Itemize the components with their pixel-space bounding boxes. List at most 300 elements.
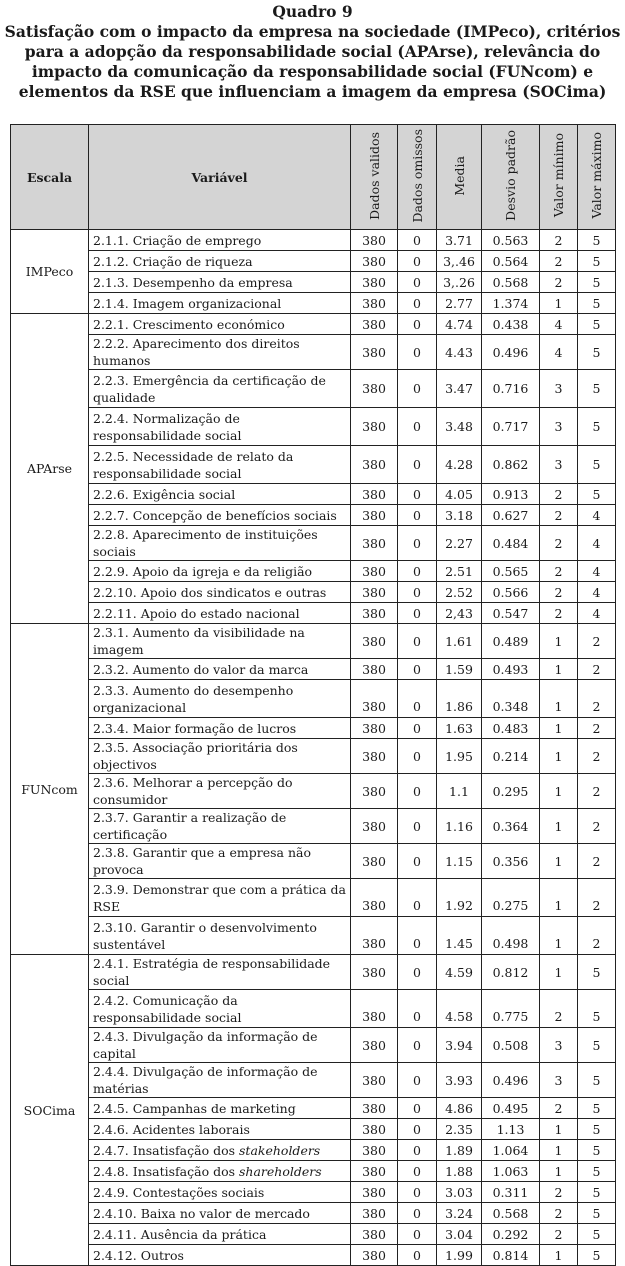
value-cell-media: 4.28	[437, 446, 482, 484]
value-cell-media: 3.47	[437, 370, 482, 408]
variable-cell	[89, 955, 351, 990]
value-cell-min: 2	[540, 272, 578, 293]
value-cell-media: 1.92	[437, 879, 482, 917]
value-cell-validos: 380	[351, 659, 398, 680]
variable-label: 2.2.6. Exigência social	[93, 486, 236, 502]
variable-label: 2.4.7. Insatisfação dos	[93, 1142, 239, 1158]
value-cell-min: 1	[540, 1119, 578, 1140]
value-cell-max: 2	[578, 739, 616, 774]
value-cell-media: 1.16	[437, 809, 482, 844]
value-cell-min: 2	[540, 1098, 578, 1119]
value-cell-media: 3.48	[437, 408, 482, 446]
value-cell-desvio: 0.812	[482, 955, 540, 990]
value-cell-max: 5	[578, 484, 616, 505]
value-cell-min: 1	[540, 809, 578, 844]
value-cell-desvio: 1.374	[482, 293, 540, 314]
table-row	[11, 314, 616, 335]
variable-label: 2.4.11. Ausência da prática	[93, 1226, 267, 1242]
value-cell-max: 5	[578, 251, 616, 272]
value-cell-max: 4	[578, 582, 616, 603]
value-cell-omissos: 0	[398, 1119, 437, 1140]
value-cell-min: 4	[540, 314, 578, 335]
value-cell-validos: 380	[351, 408, 398, 446]
value-cell-min: 3	[540, 1063, 578, 1098]
variable-cell	[89, 718, 351, 739]
variable-cell	[89, 314, 351, 335]
value-cell-max: 5	[578, 408, 616, 446]
value-cell-omissos: 0	[398, 484, 437, 505]
value-cell-desvio: 0.489	[482, 624, 540, 659]
value-cell-validos: 380	[351, 293, 398, 314]
value-cell-max: 2	[578, 917, 616, 955]
variable-label: 2.1.3. Desempenho da empresa	[93, 274, 293, 290]
value-cell-max: 5	[578, 314, 616, 335]
value-cell-desvio: 0.295	[482, 774, 540, 809]
value-cell-omissos: 0	[398, 293, 437, 314]
table-row	[11, 408, 616, 446]
table-row	[11, 879, 616, 917]
value-cell-validos: 380	[351, 314, 398, 335]
value-cell-media: 2.35	[437, 1119, 482, 1140]
value-cell-media: 3.03	[437, 1182, 482, 1203]
value-cell-validos: 380	[351, 718, 398, 739]
value-cell-omissos: 0	[398, 561, 437, 582]
value-cell-min: 1	[540, 917, 578, 955]
variable-cell	[89, 774, 351, 809]
value-cell-media: 3,.26	[437, 272, 482, 293]
value-cell-min: 2	[540, 1224, 578, 1245]
table-row	[11, 624, 616, 659]
variable-cell	[89, 484, 351, 505]
value-cell-media: 2,43	[437, 603, 482, 624]
variable-cell	[89, 1182, 351, 1203]
variable-label: 2.3.3. Aumento do desempenho organizacional	[93, 682, 294, 715]
variable-label: 2.4.6. Acidentes laborais	[93, 1121, 250, 1137]
variable-label: 2.2.11. Apoio do estado nacional	[93, 605, 300, 621]
value-cell-max: 2	[578, 718, 616, 739]
value-cell-validos: 380	[351, 879, 398, 917]
value-cell-omissos: 0	[398, 624, 437, 659]
value-cell-omissos: 0	[398, 1182, 437, 1203]
header-media: Media	[437, 125, 482, 230]
table-row	[11, 774, 616, 809]
scale-cell: FUNcom	[11, 624, 89, 955]
variable-label: 2.2.7. Concepção de benefícios sociais	[93, 507, 337, 523]
header-escala: Escala	[11, 125, 89, 230]
value-cell-omissos: 0	[398, 230, 437, 251]
table-row	[11, 990, 616, 1028]
value-cell-omissos: 0	[398, 526, 437, 561]
value-cell-max: 4	[578, 561, 616, 582]
value-cell-min: 1	[540, 293, 578, 314]
value-cell-min: 1	[540, 718, 578, 739]
variable-label: 2.3.8. Garantir que a empresa não provoca	[93, 845, 311, 877]
table-row	[11, 917, 616, 955]
value-cell-omissos: 0	[398, 408, 437, 446]
value-cell-desvio: 0.566	[482, 582, 540, 603]
value-cell-max: 2	[578, 844, 616, 879]
value-cell-max: 5	[578, 1203, 616, 1224]
value-cell-media: 1.95	[437, 739, 482, 774]
value-cell-validos: 380	[351, 1161, 398, 1182]
variable-cell	[89, 1203, 351, 1224]
value-cell-desvio: 1.063	[482, 1161, 540, 1182]
value-cell-desvio: 0.348	[482, 680, 540, 718]
table-row	[11, 446, 616, 484]
value-cell-max: 5	[578, 990, 616, 1028]
variable-cell	[89, 408, 351, 446]
variable-cell	[89, 603, 351, 624]
value-cell-omissos: 0	[398, 603, 437, 624]
value-cell-max: 5	[578, 335, 616, 370]
table-row	[11, 680, 616, 718]
variable-cell	[89, 526, 351, 561]
value-cell-media: 2.27	[437, 526, 482, 561]
header-omissos: Dados omissos	[398, 125, 437, 230]
value-cell-omissos: 0	[398, 809, 437, 844]
variable-label-italic: stakeholders	[239, 1142, 321, 1158]
value-cell-min: 1	[540, 844, 578, 879]
value-cell-validos: 380	[351, 917, 398, 955]
variable-label: 2.4.1. Estratégia de responsabilidade social	[93, 956, 331, 988]
value-cell-desvio: 0.563	[482, 230, 540, 251]
value-cell-media: 3.24	[437, 1203, 482, 1224]
table-row	[11, 582, 616, 603]
variable-cell	[89, 879, 351, 917]
header-maximo: Valor máximo	[578, 125, 616, 230]
value-cell-min: 4	[540, 335, 578, 370]
value-cell-omissos: 0	[398, 680, 437, 718]
value-cell-max: 5	[578, 370, 616, 408]
value-cell-desvio: 0.814	[482, 1245, 540, 1266]
value-cell-desvio: 1.064	[482, 1140, 540, 1161]
value-cell-validos: 380	[351, 526, 398, 561]
table-row	[11, 1098, 616, 1119]
value-cell-omissos: 0	[398, 1224, 437, 1245]
value-cell-min: 1	[540, 1245, 578, 1266]
scale-cell: APArse	[11, 314, 89, 624]
value-cell-validos: 380	[351, 1063, 398, 1098]
value-cell-max: 5	[578, 1140, 616, 1161]
value-cell-omissos: 0	[398, 505, 437, 526]
value-cell-desvio: 0.565	[482, 561, 540, 582]
value-cell-media: 4.59	[437, 955, 482, 990]
value-cell-media: 1.1	[437, 774, 482, 809]
value-cell-desvio: 0.498	[482, 917, 540, 955]
header-minimo: Valor mínimo	[540, 125, 578, 230]
caption-title: Satisfação com o impacto da empresa na sociedade (IMPeco), critérios para a adopção da responsabilidade social (APArse), relevância do impacto da comunicação da responsabilidade social (FUNcom) e elementos da RSE que influenciam a imagem da empresa (SOCima)	[4, 22, 621, 101]
value-cell-omissos: 0	[398, 879, 437, 917]
value-cell-media: 3.94	[437, 1028, 482, 1063]
value-cell-min: 1	[540, 955, 578, 990]
value-cell-desvio: 0.508	[482, 1028, 540, 1063]
variable-label: 2.3.5. Associação prioritária dos objectivos	[93, 740, 298, 772]
value-cell-media: 2.52	[437, 582, 482, 603]
variable-label: 2.1.4. Imagem organizacional	[93, 295, 282, 311]
value-cell-max: 4	[578, 526, 616, 561]
variable-label: 2.4.8. Insatisfação dos	[93, 1163, 239, 1179]
value-cell-media: 1.45	[437, 917, 482, 955]
value-cell-media: 2.51	[437, 561, 482, 582]
value-cell-desvio: 0.568	[482, 272, 540, 293]
variable-label: 2.2.8. Aparecimento de instituições sociais	[93, 527, 318, 559]
variable-cell	[89, 1063, 351, 1098]
variable-cell	[89, 582, 351, 603]
variable-label: 2.4.2. Comunicação da responsabilidade social	[93, 992, 242, 1025]
value-cell-min: 1	[540, 879, 578, 917]
value-cell-desvio: 0.496	[482, 335, 540, 370]
variable-label: 2.4.10. Baixa no valor de mercado	[93, 1205, 310, 1221]
value-cell-min: 1	[540, 1161, 578, 1182]
value-cell-omissos: 0	[398, 739, 437, 774]
value-cell-omissos: 0	[398, 1203, 437, 1224]
value-cell-media: 1.63	[437, 718, 482, 739]
value-cell-omissos: 0	[398, 446, 437, 484]
value-cell-media: 3.18	[437, 505, 482, 526]
value-cell-max: 2	[578, 624, 616, 659]
value-cell-media: 1.88	[437, 1161, 482, 1182]
value-cell-validos: 380	[351, 561, 398, 582]
header-variavel: Variável	[89, 125, 351, 230]
value-cell-min: 3	[540, 370, 578, 408]
value-cell-desvio: 0.496	[482, 1063, 540, 1098]
variable-cell	[89, 1098, 351, 1119]
value-cell-min: 3	[540, 408, 578, 446]
table-row	[11, 1063, 616, 1098]
table-row	[11, 335, 616, 370]
table-row	[11, 484, 616, 505]
value-cell-min: 2	[540, 251, 578, 272]
value-cell-max: 5	[578, 1028, 616, 1063]
table-row	[11, 293, 616, 314]
variable-cell	[89, 446, 351, 484]
value-cell-max: 5	[578, 1224, 616, 1245]
variable-label: 2.3.9. Demonstrar que com a prática da RSE	[93, 881, 346, 914]
value-cell-desvio: 0.311	[482, 1182, 540, 1203]
value-cell-min: 2	[540, 1203, 578, 1224]
value-cell-media: 1.86	[437, 680, 482, 718]
variable-label: 2.2.3. Emergência da certificação de qualidade	[93, 372, 326, 405]
table-row	[11, 1203, 616, 1224]
table-row	[11, 370, 616, 408]
table-row	[11, 1182, 616, 1203]
variable-label: 2.3.2. Aumento do valor da marca	[93, 661, 309, 677]
table-row	[11, 526, 616, 561]
value-cell-validos: 380	[351, 739, 398, 774]
value-cell-max: 5	[578, 1119, 616, 1140]
variable-label: 2.4.5. Campanhas de marketing	[93, 1100, 296, 1116]
value-cell-min: 1	[540, 624, 578, 659]
value-cell-omissos: 0	[398, 844, 437, 879]
value-cell-validos: 380	[351, 1224, 398, 1245]
value-cell-min: 2	[540, 582, 578, 603]
value-cell-max: 5	[578, 1063, 616, 1098]
value-cell-omissos: 0	[398, 990, 437, 1028]
table-row	[11, 1028, 616, 1063]
value-cell-validos: 380	[351, 680, 398, 718]
value-cell-validos: 380	[351, 230, 398, 251]
statistics-table	[10, 124, 616, 1266]
value-cell-max: 5	[578, 955, 616, 990]
table-row	[11, 272, 616, 293]
variable-cell	[89, 1161, 351, 1182]
scale-cell: SOCima	[11, 955, 89, 1266]
value-cell-max: 5	[578, 1245, 616, 1266]
value-cell-omissos: 0	[398, 370, 437, 408]
value-cell-min: 2	[540, 526, 578, 561]
value-cell-desvio: 0.438	[482, 314, 540, 335]
value-cell-min: 1	[540, 1140, 578, 1161]
value-cell-validos: 380	[351, 624, 398, 659]
variable-label: 2.1.1. Criação de emprego	[93, 232, 262, 248]
variable-cell	[89, 1224, 351, 1245]
table-row	[11, 1119, 616, 1140]
value-cell-omissos: 0	[398, 582, 437, 603]
value-cell-desvio: 0.547	[482, 603, 540, 624]
value-cell-max: 5	[578, 230, 616, 251]
value-cell-omissos: 0	[398, 1161, 437, 1182]
table-row	[11, 251, 616, 272]
value-cell-desvio: 0.356	[482, 844, 540, 879]
value-cell-omissos: 0	[398, 1140, 437, 1161]
variable-cell	[89, 335, 351, 370]
value-cell-min: 2	[540, 1182, 578, 1203]
value-cell-min: 3	[540, 1028, 578, 1063]
value-cell-max: 5	[578, 446, 616, 484]
value-cell-omissos: 0	[398, 335, 437, 370]
value-cell-validos: 380	[351, 774, 398, 809]
value-cell-max: 5	[578, 1161, 616, 1182]
value-cell-validos: 380	[351, 505, 398, 526]
value-cell-omissos: 0	[398, 718, 437, 739]
value-cell-validos: 380	[351, 1203, 398, 1224]
value-cell-min: 2	[540, 484, 578, 505]
value-cell-desvio: 0.292	[482, 1224, 540, 1245]
table-row	[11, 955, 616, 990]
value-cell-desvio: 0.484	[482, 526, 540, 561]
table-row	[11, 505, 616, 526]
table-row	[11, 1161, 616, 1182]
variable-label: 2.4.4. Divulgação de informação de matérias	[93, 1064, 318, 1096]
value-cell-omissos: 0	[398, 1063, 437, 1098]
value-cell-desvio: 0.717	[482, 408, 540, 446]
value-cell-media: 3.04	[437, 1224, 482, 1245]
value-cell-max: 2	[578, 680, 616, 718]
variable-cell	[89, 739, 351, 774]
value-cell-validos: 380	[351, 809, 398, 844]
value-cell-max: 2	[578, 659, 616, 680]
variable-label: 2.1.2. Criação de riqueza	[93, 253, 253, 269]
value-cell-desvio: 0.716	[482, 370, 540, 408]
table-caption	[4, 0, 621, 102]
variable-cell	[89, 680, 351, 718]
value-cell-media: 1.99	[437, 1245, 482, 1266]
value-cell-max: 2	[578, 774, 616, 809]
value-cell-min: 2	[540, 990, 578, 1028]
value-cell-desvio: 1.13	[482, 1119, 540, 1140]
value-cell-max: 4	[578, 505, 616, 526]
table-row	[11, 603, 616, 624]
variable-cell	[89, 561, 351, 582]
variable-cell	[89, 293, 351, 314]
value-cell-desvio: 0.862	[482, 446, 540, 484]
value-cell-validos: 380	[351, 603, 398, 624]
variable-cell	[89, 844, 351, 879]
variable-cell	[89, 990, 351, 1028]
value-cell-validos: 380	[351, 582, 398, 603]
value-cell-media: 1.61	[437, 624, 482, 659]
table-row	[11, 1245, 616, 1266]
variable-label: 2.2.10. Apoio dos sindicatos e outras	[93, 584, 327, 600]
value-cell-max: 2	[578, 809, 616, 844]
variable-cell	[89, 624, 351, 659]
variable-cell	[89, 251, 351, 272]
variable-cell	[89, 1028, 351, 1063]
table-row	[11, 844, 616, 879]
value-cell-desvio: 0.275	[482, 879, 540, 917]
caption-number: Quadro 9	[272, 2, 353, 21]
value-cell-media: 3.93	[437, 1063, 482, 1098]
value-cell-desvio: 0.364	[482, 809, 540, 844]
table-row	[11, 230, 616, 251]
value-cell-desvio: 0.495	[482, 1098, 540, 1119]
variable-cell	[89, 230, 351, 251]
value-cell-min: 2	[540, 230, 578, 251]
value-cell-media: 3,.46	[437, 251, 482, 272]
value-cell-min: 1	[540, 659, 578, 680]
value-cell-max: 5	[578, 272, 616, 293]
value-cell-validos: 380	[351, 1140, 398, 1161]
value-cell-max: 2	[578, 879, 616, 917]
variable-cell	[89, 1245, 351, 1266]
header-validos: Dados validos	[351, 125, 398, 230]
value-cell-min: 1	[540, 680, 578, 718]
variable-label: 2.2.9. Apoio da igreja e da religião	[93, 563, 313, 579]
value-cell-max: 4	[578, 603, 616, 624]
variable-label: 2.3.6. Melhorar a percepção do consumidor	[93, 775, 293, 807]
value-cell-validos: 380	[351, 844, 398, 879]
value-cell-validos: 380	[351, 335, 398, 370]
variable-cell	[89, 272, 351, 293]
value-cell-omissos: 0	[398, 1098, 437, 1119]
value-cell-min: 2	[540, 505, 578, 526]
value-cell-validos: 380	[351, 1119, 398, 1140]
value-cell-desvio: 0.913	[482, 484, 540, 505]
table-row	[11, 739, 616, 774]
value-cell-omissos: 0	[398, 1245, 437, 1266]
value-cell-omissos: 0	[398, 659, 437, 680]
variable-label: 2.3.1. Aumento da visibilidade na imagem	[93, 625, 305, 657]
value-cell-omissos: 0	[398, 917, 437, 955]
variable-label: 2.4.3. Divulgação da informação de capital	[93, 1029, 318, 1061]
value-cell-desvio: 0.564	[482, 251, 540, 272]
header-desvio: Desvio padrão	[482, 125, 540, 230]
variable-cell	[89, 809, 351, 844]
value-cell-validos: 380	[351, 484, 398, 505]
value-cell-omissos: 0	[398, 314, 437, 335]
value-cell-desvio: 0.483	[482, 718, 540, 739]
value-cell-min: 2	[540, 603, 578, 624]
table-header-row	[11, 125, 616, 230]
value-cell-omissos: 0	[398, 272, 437, 293]
value-cell-media: 1.59	[437, 659, 482, 680]
table-row	[11, 1224, 616, 1245]
variable-cell	[89, 1140, 351, 1161]
variable-label: 2.3.7. Garantir a realização de certificação	[93, 810, 287, 842]
value-cell-desvio: 0.568	[482, 1203, 540, 1224]
value-cell-media: 4.58	[437, 990, 482, 1028]
table-row	[11, 659, 616, 680]
